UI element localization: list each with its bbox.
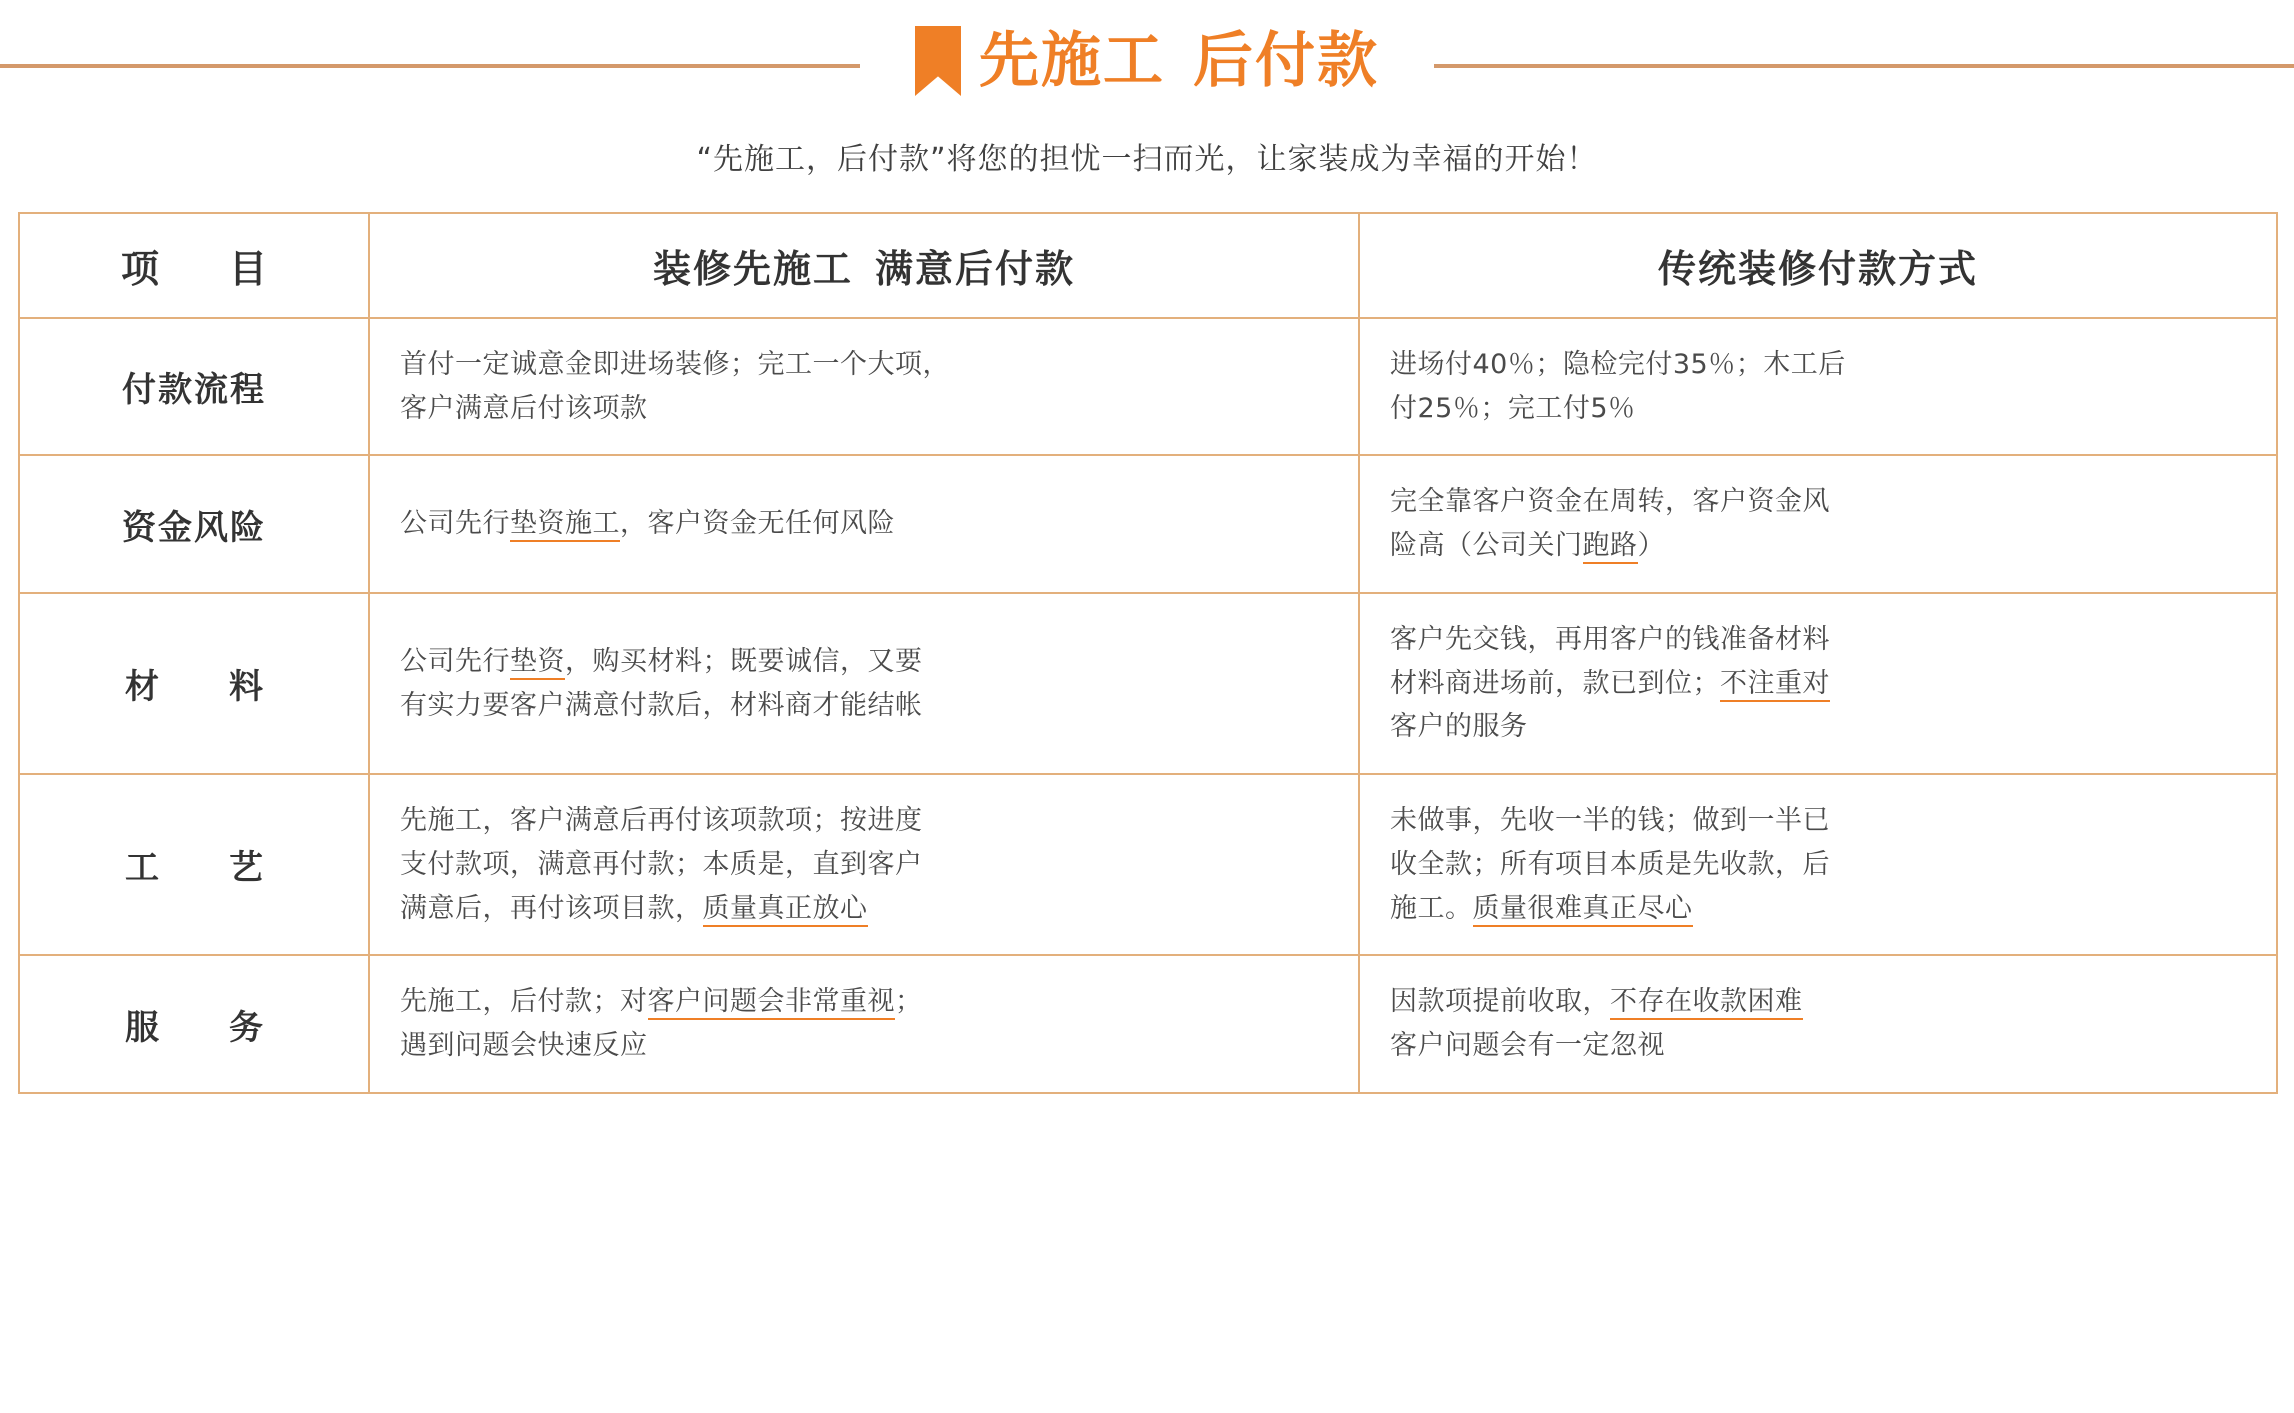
emphasis-underlined: 不注重对: [1720, 668, 1830, 702]
emphasis-underlined: 不存在收款困难: [1610, 986, 1803, 1020]
text-segment: 材料商进场前，款已到位；: [1390, 667, 1720, 699]
table-body: [19, 213, 2277, 1093]
text-line: [1390, 1024, 2246, 1068]
comparison-table: [18, 212, 2278, 1094]
text-segment: 客户满意后付该项款: [400, 392, 648, 424]
text-line: [1390, 887, 2246, 931]
text-line: [1390, 480, 2246, 524]
text-segment: 公司先行: [400, 645, 510, 677]
text-line: [400, 387, 1328, 431]
header-cell-new-method-part2: 满意后付款: [875, 247, 1076, 291]
text-segment: 进场付40％；隐检完付35％；木工后: [1390, 349, 1846, 380]
cell-traditional-method: [1359, 955, 2277, 1092]
row-label: 材 料: [19, 593, 369, 774]
cell-new-method: [369, 455, 1359, 592]
cell-new-method-text: [400, 502, 1328, 546]
emphasis-underlined: 垫资: [510, 646, 565, 680]
bookmark-icon: [915, 26, 961, 96]
text-segment: 付25％；完工付5％: [1390, 392, 1636, 424]
text-line: [400, 799, 1328, 843]
text-segment: 支付款项，满意再付款；本质是，直到客户: [400, 848, 923, 880]
text-segment: 完全靠客户资金在周转，客户资金风: [1390, 486, 1830, 518]
cell-traditional-method-text: [1390, 980, 2246, 1067]
row-label: 资金风险: [19, 455, 369, 592]
cell-new-method-text: [400, 980, 1328, 1067]
table-row: [19, 955, 2277, 1092]
text-line: [1390, 524, 2246, 568]
row-label: 付款流程: [19, 318, 369, 455]
header-rule-left: [0, 64, 860, 68]
page-title-part2: 后付款: [1193, 26, 1379, 96]
text-line: [1390, 618, 2246, 662]
text-segment: 因款项提前收取，: [1390, 986, 1610, 1018]
cell-traditional-method-text: [1390, 480, 2246, 567]
cell-traditional-method-text: [1390, 799, 2246, 930]
text-segment: 有实力要客户满意付款后，材料商才能结帐: [400, 689, 923, 721]
text-segment: 客户问题会有一定忽视: [1390, 1030, 1665, 1062]
page-title: [979, 26, 1379, 96]
table-row: [19, 455, 2277, 592]
cell-traditional-method: [1359, 455, 2277, 592]
text-line: [1390, 662, 2246, 706]
cell-new-method: [369, 955, 1359, 1092]
table-row: [19, 593, 2277, 774]
header-cell-new-method: [369, 213, 1359, 318]
text-segment: ；: [895, 986, 923, 1018]
text-segment: 首付一定诚意金即进场装修；完工一个大项，: [400, 349, 950, 380]
text-line: [1390, 387, 2246, 431]
cell-traditional-method-text: [1390, 343, 2246, 430]
text-line: [1390, 843, 2246, 887]
header-cell-item: 项 目: [19, 213, 369, 318]
text-line: [400, 843, 1328, 887]
cell-traditional-method: [1359, 318, 2277, 455]
cell-new-method-text: [400, 343, 1328, 430]
table-row: [19, 318, 2277, 455]
text-segment: ，购买材料；既要诚信，又要: [565, 645, 923, 677]
text-line: [400, 502, 1328, 546]
table-header-row: [19, 213, 2277, 318]
text-line: [400, 980, 1328, 1024]
header: [0, 6, 2294, 116]
text-line: [400, 343, 1328, 387]
text-line: [1390, 705, 2246, 749]
text-segment: 收全款；所有项目本质是先收款，后: [1390, 848, 1830, 880]
emphasis-underlined: 质量很难真正尽心: [1473, 893, 1693, 927]
text-line: [400, 887, 1328, 931]
text-line: [400, 1024, 1328, 1068]
cell-new-method: [369, 593, 1359, 774]
header-rule-right: [1434, 64, 2294, 68]
text-segment: 客户先交钱，再用客户的钱准备材料: [1390, 623, 1830, 655]
emphasis-underlined: 客户问题会非常重视: [648, 986, 896, 1020]
comparison-table-wrap: [0, 212, 2294, 1094]
text-line: [400, 640, 1328, 684]
cell-new-method: [369, 774, 1359, 955]
header-cell-traditional-method: 传统装修付款方式: [1359, 213, 2277, 318]
emphasis-underlined: 跑路: [1583, 530, 1638, 564]
comparison-infographic: [0, 6, 2294, 1413]
cell-new-method-text: [400, 799, 1328, 930]
text-segment: 先施工，后付款；对: [400, 986, 648, 1018]
header-cell-new-method-part1: 装修先施工: [652, 247, 853, 291]
row-label: 工 艺: [19, 774, 369, 955]
text-line: [1390, 343, 2246, 387]
cell-traditional-method: [1359, 774, 2277, 955]
emphasis-underlined: 质量真正放心: [703, 893, 868, 927]
cell-traditional-method: [1359, 593, 2277, 774]
text-line: [400, 684, 1328, 728]
table-row: [19, 774, 2277, 955]
text-segment: 先施工，客户满意后再付该项款项；按进度: [400, 805, 923, 837]
text-segment: 施工。: [1390, 892, 1473, 924]
page-title-part1: 先施工: [979, 26, 1165, 96]
text-segment: 险高（公司关门: [1390, 530, 1583, 562]
page-subtitle: “先施工，后付款”将您的担忧一扫而光，让家装成为幸福的开始！: [696, 142, 1598, 177]
header-title-wrap: [889, 26, 1405, 96]
cell-new-method-text: [400, 640, 1328, 727]
text-line: [1390, 799, 2246, 843]
cell-traditional-method-text: [1390, 618, 2246, 749]
text-segment: 遇到问题会快速反应: [400, 1030, 648, 1062]
text-segment: ）: [1637, 530, 1665, 562]
cell-new-method: [369, 318, 1359, 455]
text-segment: 客户的服务: [1390, 711, 1528, 743]
text-segment: 满意后，再付该项目款，: [400, 892, 703, 924]
text-segment: 未做事，先收一半的钱；做到一半已: [1390, 805, 1830, 837]
text-segment: ，客户资金无任何风险: [620, 508, 895, 540]
text-line: [1390, 980, 2246, 1024]
text-segment: 公司先行: [400, 508, 510, 540]
emphasis-underlined: 垫资施工: [510, 508, 620, 542]
row-label: 服 务: [19, 955, 369, 1092]
